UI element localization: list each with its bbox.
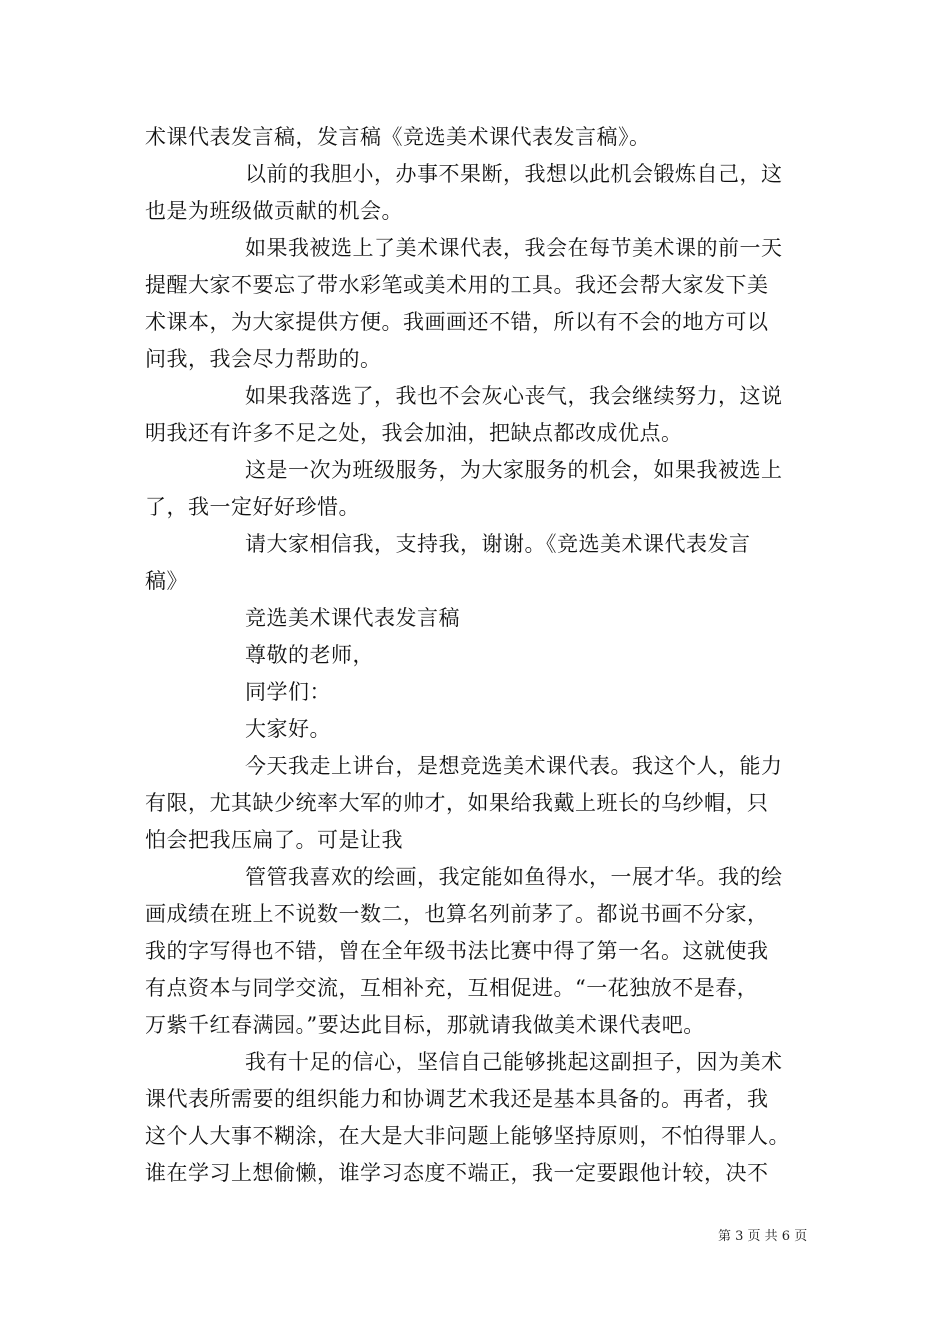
text-line: 如果我落选了，我也不会灰心丧气，我会继续努力，这说 (245, 384, 783, 408)
text-line: 这是一次为班级服务，为大家服务的机会，如果我被选上 (245, 458, 783, 482)
page-number: 第 3 页 共 6 页 (718, 1229, 808, 1244)
text-line: 术课本，为大家提供方便。我画画还不错，所以有不会的地方可以 (145, 310, 769, 334)
greeting: 大家好。 (245, 717, 331, 741)
text-line: 如果我被选上了美术课代表，我会在每节美术课的前一天 (245, 236, 783, 260)
text-line: 也是为班级做贡献的机会。 (145, 199, 403, 223)
salutation: 尊敬的老师， (245, 643, 374, 667)
salutation: 同学们： (245, 680, 331, 704)
text-line: 有限，尤其缺少统率大军的帅才，如果给我戴上班长的乌纱帽，只 (145, 791, 769, 815)
text-line: 有点资本与同学交流，互相补充，互相促进。“一花独放不是春， (145, 976, 759, 1000)
text-line: 这个人大事不糊涂，在大是大非问题上能够坚持原则，不怕得罪人。 (145, 1124, 790, 1148)
text-line: 明我还有许多不足之处，我会加油，把缺点都改成优点。 (145, 421, 683, 445)
text-line: 以前的我胆小，办事不果断，我想以此机会锻炼自己，这 (245, 162, 783, 186)
text-line: 谁在学习上想偷懒，谁学习态度不端正，我一定要跟他计较，决不 (145, 1161, 769, 1185)
text-line: 今天我走上讲台，是想竞选美术课代表。我这个人，能力 (245, 754, 783, 778)
text-line: 管管我喜欢的绘画，我定能如鱼得水，一展才华。我的绘 (245, 865, 783, 889)
text-line: 提醒大家不要忘了带水彩笔或美术用的工具。我还会帮大家发下美 (145, 273, 769, 297)
text-line: 万紫千红春满园。”要达此目标，那就请我做美术课代表吧。 (145, 1013, 705, 1037)
text-line: 问我，我会尽力帮助的。 (145, 347, 382, 371)
text-line: 稿》 (145, 569, 188, 593)
heading: 竞选美术课代表发言稿 (245, 606, 460, 630)
text-line: 怕会把我压扁了。可是让我 (145, 828, 403, 852)
text-line: 请大家相信我，支持我，谢谢。《竞选美术课代表发言 (245, 532, 751, 556)
text-line: 我的字写得也不错，曾在全年级书法比赛中得了第一名。这就使我 (145, 939, 769, 963)
text-line: 画成绩在班上不说数一数二，也算名列前茅了。都说书画不分家， (145, 902, 769, 926)
text-line: 术课代表发言稿，发言稿《竞选美术课代表发言稿》。 (145, 125, 651, 149)
text-line: 我有十足的信心，坚信自己能够挑起这副担子，因为美术 (245, 1050, 783, 1074)
text-line: 课代表所需要的组织能力和协调艺术我还是基本具备的。再者，我 (145, 1087, 769, 1111)
text-line: 了，我一定好好珍惜。 (145, 495, 360, 519)
